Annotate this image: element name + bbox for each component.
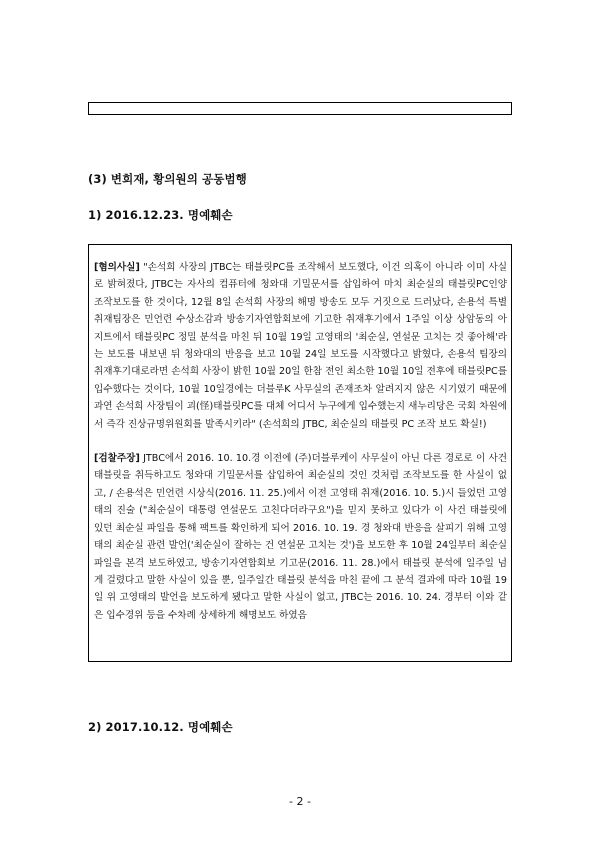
quote-box xyxy=(88,244,512,662)
item-heading-1: 1) 2016.12.23. 명예훼손 xyxy=(88,208,233,222)
allegation-paragraph xyxy=(94,259,507,433)
prosecution-tag: [검찰주장] xyxy=(94,453,140,465)
allegation-text: "손석희 사장의 JTBC는 태블릿PC를 조작해서 보도했다, 이건 의혹이 아니라 이미 사실로 밝혀졌다, JTBC는 자사의 컴퓨터에 청와대 기밀문서를 삽입하여 마치 최순실의 태블릿PC인양 조작보도를 한 것이다, 12월 8일 손석희 사장의 해명 방송도 모두 거짓으로 드러났다, 손용석 특별취재팀장은 민언련 수상소감과 방송기자연합회보에 기고한 취재후기에서 1주일 이상 상암동의 아지트에서 태블릿PC 정밀 분석을 마친 뒤 10월 19일 고영태의 '최순실, 연설문 고치는 것 좋아해'라는 보도를 내보낸 뒤 청와대의 반응을 보고 10월 24일 보도를 시작했다고 밝혔다, 손용석 팀장의 취재후기대로라면 손석희 사장이 밝힌 10월 20일 한참 전인 최소한 10월 10일 전후에 태블릿PC를 입수했다는 것이다, 10월 10일경에는 더블루K 사무실의 존재조차 알려지지 않은 시기였기 때문에 과연 손석희 사장팀이 괴(怪)태블릿PC를 대체 어디서 누구에게 입수했는지 새누리당은 국회 차원에서 즉각 진상규명위원회를 발족시키라" (손석희의 JTBC, 최순실의 태블릿 PC 조작 보도 확실!) xyxy=(94,262,508,430)
allegation-tag: [혐의사실] xyxy=(94,262,140,273)
section-heading: (3) 변희재, 황의원의 공동범행 xyxy=(88,172,247,186)
item-heading-2: 2) 2017.10.12. 명예훼손 xyxy=(88,720,233,734)
prosecution-text: JTBC에서 2016. 10. 10.경 이전에 (주)더블루케이 사무실이 아닌 다른 경로로 이 사건 태블릿을 취득하고도 청와대 기밀문서를 삽입하여 최순실의 것인 것처럼 조작보도를 한 사실이 없고, / 손용석은 민언련 시상식(2016. 11. 25.)에서 이전 고영태 취재(2016. 10. 5.)시 들었던 고영태의 진술 ("최순실이 대통령 연설문도 고친다더라구요")을 믿지 못하고 있다가 이 사건 태블릿에 있던 최순실 파일을 통해 팩트를 확인하게 되어 2016. 10. 19. 경 청와대 반응을 살피기 위해 고영태의 최순실 관련 발언('최순실이 잘하는 건 연설문 고치는 것')을 보도한 후 10월 24일부터 최순실 파일을 본격 보도하였고, 방송기자연합회보 기고문(2016. 11. 28.)에서 태블릿 분석에 일주일 넘게 걸렸다고 말한 사실이 있을 뿐, 일주일간 태블릿 분석을 마친 끝에 그 분석 결과에 따라 10월 19일 위 고영태의 발언을 보도하게 됐다고 말한 사실이 없고, JTBC는 2016. 10. 24. 경부터 이와 같은 입수경위 등을 수차례 상세하게 해명보도 하였음 xyxy=(94,453,507,621)
prosecution-paragraph xyxy=(94,450,507,624)
page-number: - 2 - xyxy=(289,795,311,808)
top-empty-box xyxy=(88,102,512,115)
